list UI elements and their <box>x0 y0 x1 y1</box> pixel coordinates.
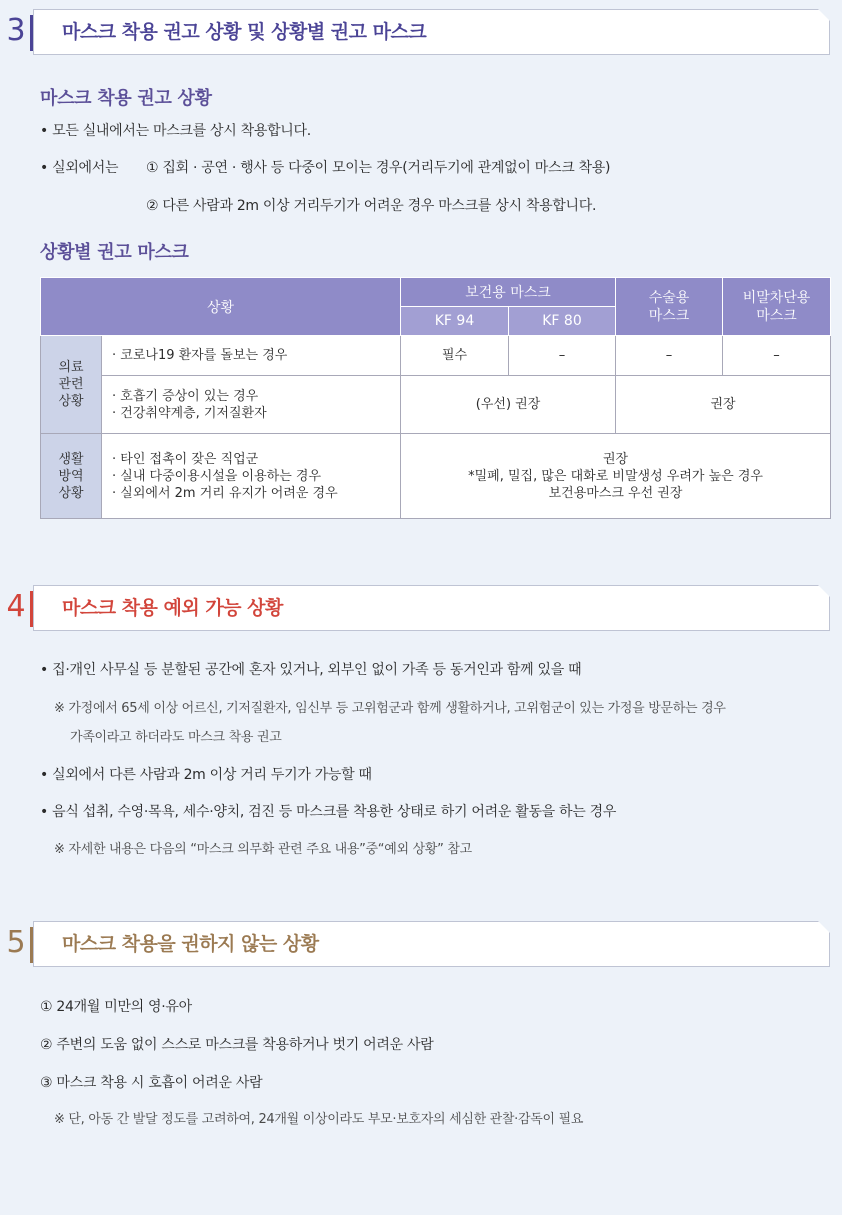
section-4-number: 4 <box>6 589 26 624</box>
row-covid-patient-situation: · 코로나19 환자를 돌보는 경우 <box>102 336 401 376</box>
not-recommended-unassisted: ② 주변의 도움 없이 스스로 마스크를 착용하거나 벗기 어려운 사람 <box>40 1037 434 1053</box>
bullet-indoor: • 모든 실내에서는 마스크를 상시 착용합니다. <box>40 123 311 139</box>
recommended-mask-table <box>40 277 831 519</box>
th-situation: 상황 <box>41 278 401 336</box>
section-5-title: 마스크 착용을 권하지 않는 상황 <box>62 933 319 955</box>
section-5-header <box>0 921 830 967</box>
section-3-title: 마스크 착용 권고 상황 및 상황별 권고 마스크 <box>62 21 427 43</box>
recommended-mask-subtitle: 상황별 권고 마스크 <box>40 242 189 263</box>
section-3-number: 3 <box>6 13 26 48</box>
section-3-accent-bar <box>30 15 33 51</box>
row-covid-patient-kf94: 필수 <box>401 336 509 376</box>
row-respiratory-health-mask: (우선) 권장 <box>401 376 616 434</box>
category-daily-prevention: 생활 방역 상황 <box>41 434 102 519</box>
bullet-outdoor-lead: • 실외에서는 <box>40 160 119 176</box>
th-kf94: KF 94 <box>401 307 509 336</box>
row-covid-patient-surgical: – <box>616 336 723 376</box>
row-daily-recommendation: 권장 *밀폐, 밀집, 많은 대화로 비말생성 우려가 높은 경우 보건용마스크 우선 권장 <box>401 434 831 519</box>
not-recommended-infants: ① 24개월 미만의 영·유아 <box>40 999 192 1015</box>
section-3-header <box>0 9 830 55</box>
category-medical: 의료 관련 상황 <box>41 336 102 434</box>
row-daily-situation: · 타인 접촉이 잦은 직업군 · 실내 다중이용시설을 이용하는 경우 · 실외에서 2m 거리 유지가 어려운 경우 <box>102 434 401 519</box>
not-recommended-note: ※ 단, 아동 간 발달 정도를 고려하여, 24개월 이상이라도 부모·보호자의 세심한 관찰·감독이 필요 <box>54 1112 584 1127</box>
section-5-accent-bar <box>30 927 33 963</box>
row-respiratory-situation: · 호흡기 증상이 있는 경우 · 건강취약계층, 기저질환자 <box>102 376 401 434</box>
row-covid-patient-kf80: – <box>509 336 616 376</box>
mask-recommend-subtitle: 마스크 착용 권고 상황 <box>40 88 212 109</box>
bullet-outdoor-a: ① 집회 · 공연 · 행사 등 다중이 모이는 경우(거리두기에 관계없이 마스크 착용) <box>146 160 611 176</box>
th-droplet-mask: 비말차단용 마스크 <box>723 278 831 336</box>
exception-note-high-risk-2: 가족이라고 하더라도 마스크 착용 권고 <box>70 730 282 745</box>
exception-note-high-risk-1: ※ 가정에서 65세 이상 어르신, 기저질환자, 임신부 등 고위험군과 함께 생활하거나, 고위험군이 있는 가정을 방문하는 경우 <box>54 701 726 716</box>
th-health-mask: 보건용 마스크 <box>401 278 616 307</box>
exception-bullet-alone: • 집·개인 사무실 등 분할된 공간에 혼자 있거나, 외부인 없이 가족 등 동거인과 함께 있을 때 <box>40 662 582 678</box>
section-4-title: 마스크 착용 예외 가능 상황 <box>62 597 283 619</box>
bullet-outdoor-b: ② 다른 사람과 2m 이상 거리두기가 어려운 경우 마스크를 상시 착용합니다. <box>146 198 597 214</box>
section-5-number: 5 <box>6 925 26 960</box>
section-4-accent-bar <box>30 591 33 627</box>
row-respiratory-other-mask: 권장 <box>616 376 831 434</box>
exception-note-reference: ※ 자세한 내용은 다음의 “마스크 의무화 관련 주요 내용”중“예외 상황” 참고 <box>54 842 472 857</box>
exception-bullet-outdoor: • 실외에서 다른 사람과 2m 이상 거리 두기가 가능할 때 <box>40 767 372 783</box>
exception-bullet-activities: • 음식 섭취, 수영·목욕, 세수·양치, 검진 등 마스크를 착용한 상태로 하기 어려운 활동을 하는 경우 <box>40 804 617 820</box>
section-4-header <box>0 585 830 631</box>
row-covid-patient-droplet: – <box>723 336 831 376</box>
th-kf80: KF 80 <box>509 307 616 336</box>
th-surgical-mask: 수술용 마스크 <box>616 278 723 336</box>
not-recommended-breathing: ③ 마스크 착용 시 호흡이 어려운 사람 <box>40 1075 263 1091</box>
